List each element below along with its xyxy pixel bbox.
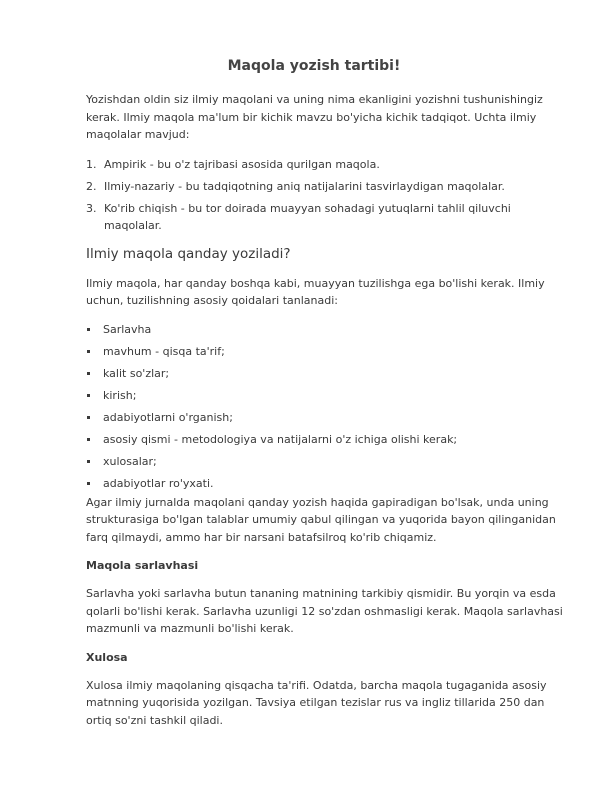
list-item <box>86 387 572 405</box>
square-bullet-icon <box>87 372 90 375</box>
square-bullet-icon <box>87 328 90 331</box>
section-heading-title: Maqola sarlavhasi <box>86 559 199 572</box>
intro-paragraph: Yozishdan oldin siz ilmiy maqolani va uning nima ekanligini yozishni tushunishingiz kerak. Ilmiy maqola ma'lum bir kichik mavzu bo'yicha kichik tadqiqot. Uchta ilmiy maqolalar mavjud: <box>86 93 543 141</box>
square-bullet-icon <box>87 416 90 419</box>
structure-intro-paragraph: Ilmiy maqola, har qanday boshqa kabi, muayyan tuzilishga ega bo'lishi kerak. Ilmiy uchun, tuzilishning asosiy qoidalari tanlanadi: <box>86 276 545 307</box>
journal-paragraph: Agar ilmiy jurnalda maqolani qanday yozish haqida gapiradigan bo'lsak, unda uning strukturasiga bo'lgan talablar umumiy qabul qilingan va yuqorida bayon qilinganidan farq qilmaydi, ammo har bir narsani batafsilroq ko'rib chiqamiz. <box>86 495 556 544</box>
list-item-text: Ko'rib chiqish - bu tor doirada muayyan sohadagi yutuqlarni tahlil qiluvchi maqolalar. <box>104 201 511 232</box>
list-item <box>86 431 572 449</box>
list-item <box>86 365 572 383</box>
list-item-text: Sarlavha <box>103 322 152 336</box>
list-item <box>86 156 572 174</box>
list-item-text: mavhum - qisqa ta'rif; <box>103 344 225 358</box>
list-item-text: xulosalar; <box>103 454 157 468</box>
structure-parts-list <box>86 321 572 493</box>
list-number: 1. <box>86 157 97 171</box>
list-item <box>86 409 572 427</box>
list-item <box>86 453 572 471</box>
list-item-text: adabiyotlarni o'rganish; <box>103 410 233 424</box>
square-bullet-icon <box>87 350 90 353</box>
list-item-text: Ampirik - bu o'z tajribasi asosida qurilgan maqola. <box>104 157 380 171</box>
list-item-text: kalit so'zlar; <box>103 366 170 380</box>
section-heading-abstract: Xulosa <box>86 650 128 664</box>
section-subheading: Ilmiy maqola qanday yoziladi? <box>86 245 291 262</box>
list-number: 2. <box>86 179 97 193</box>
list-item-text: adabiyotlar ro'yxati. <box>103 476 214 490</box>
list-item-text: kirish; <box>103 388 137 402</box>
square-bullet-icon <box>87 460 90 463</box>
list-item <box>86 178 572 196</box>
section-paragraph-abstract: Xulosa ilmiy maqolaning qisqacha ta'rifi. Odatda, barcha maqola tugaganida asosiy matnning yuqorisida yozilgan. Tavsiya etilgan tezislar rus va ingliz tillarida 250 dan ortiq so'zni tashkil qiladi. <box>86 678 547 727</box>
list-item-text: Ilmiy-nazariy - bu tadqiqotning aniq natijalarini tasvirlaydigan maqolalar. <box>104 179 505 193</box>
article-types-list <box>86 156 572 235</box>
list-item <box>86 475 572 493</box>
square-bullet-icon <box>87 394 90 397</box>
document-title: Maqola yozish tartibi! <box>227 58 401 74</box>
section-paragraph-title: Sarlavha yoki sarlavha butun tananing matnining tarkibiy qismidir. Bu yorqin va esda qolarli bo'lishi kerak. Sarlavha uzunligi 12 so'zdan oshmasligi kerak. Maqola sarlavhasi mazmunli va mazmunli bo'lishi kerak. <box>86 587 563 635</box>
square-bullet-icon <box>87 438 90 441</box>
list-number: 3. <box>86 201 97 215</box>
list-item-text: asosiy qismi - metodologiya va natijalarni o'z ichiga olishi kerak; <box>103 432 458 446</box>
list-item <box>86 343 572 361</box>
list-item <box>86 321 572 339</box>
square-bullet-icon <box>87 482 90 485</box>
list-item <box>86 200 572 235</box>
